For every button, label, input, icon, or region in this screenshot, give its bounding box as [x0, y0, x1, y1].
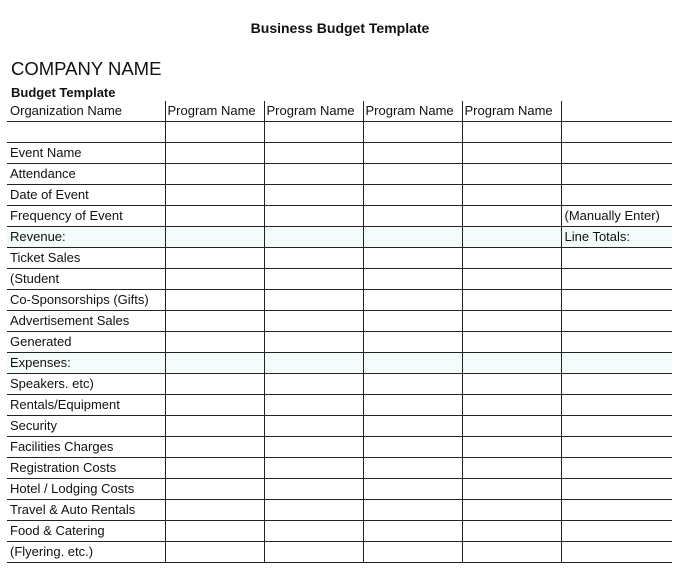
budget-cell[interactable] — [165, 248, 264, 269]
budget-cell[interactable] — [462, 353, 561, 374]
row-label: Generated — [7, 332, 165, 353]
budget-cell[interactable] — [264, 374, 363, 395]
budget-cell[interactable] — [363, 521, 462, 542]
budget-cell[interactable] — [462, 248, 561, 269]
header-program-name: Program Name — [363, 101, 462, 122]
budget-cell[interactable] — [264, 521, 363, 542]
row-label: Advertisement Sales — [7, 311, 165, 332]
budget-cell[interactable] — [264, 206, 363, 227]
budget-cell[interactable] — [165, 206, 264, 227]
budget-cell[interactable] — [264, 332, 363, 353]
table-row — [7, 521, 672, 542]
budget-cell[interactable] — [165, 374, 264, 395]
budget-cell[interactable] — [165, 542, 264, 563]
budget-cell[interactable]: Line Totals: — [561, 227, 672, 248]
budget-cell[interactable] — [561, 500, 672, 521]
budget-cell[interactable] — [462, 164, 561, 185]
budget-cell[interactable] — [462, 416, 561, 437]
company-name: COMPANY NAME — [11, 58, 162, 79]
budget-cell[interactable] — [561, 353, 672, 374]
table-row — [7, 332, 672, 353]
budget-cell[interactable] — [363, 374, 462, 395]
budget-cell[interactable] — [462, 185, 561, 206]
budget-cell[interactable] — [363, 248, 462, 269]
budget-cell[interactable] — [363, 185, 462, 206]
table-row — [7, 164, 672, 185]
budget-cell[interactable] — [165, 437, 264, 458]
budget-cell[interactable] — [561, 122, 672, 143]
row-label: Speakers. etc) — [7, 374, 165, 395]
budget-cell[interactable] — [363, 143, 462, 164]
budget-cell[interactable] — [264, 458, 363, 479]
table-row — [7, 269, 672, 290]
budget-cell[interactable] — [462, 500, 561, 521]
budget-cell[interactable] — [462, 227, 561, 248]
budget-cell[interactable] — [363, 395, 462, 416]
budget-cell[interactable] — [165, 143, 264, 164]
budget-cell[interactable] — [462, 332, 561, 353]
row-label: Travel & Auto Rentals — [7, 500, 165, 521]
budget-cell[interactable] — [363, 164, 462, 185]
budget-cell[interactable] — [561, 164, 672, 185]
budget-cell[interactable] — [462, 122, 561, 143]
budget-cell[interactable] — [264, 311, 363, 332]
budget-cell[interactable] — [264, 269, 363, 290]
budget-cell[interactable] — [165, 521, 264, 542]
budget-cell[interactable] — [363, 206, 462, 227]
budget-cell[interactable] — [165, 290, 264, 311]
budget-cell[interactable] — [264, 500, 363, 521]
budget-cell[interactable] — [462, 437, 561, 458]
budget-cell[interactable] — [561, 458, 672, 479]
row-label: Food & Catering — [7, 521, 165, 542]
budget-subtitle: Budget Template — [11, 85, 116, 100]
budget-cell[interactable] — [561, 269, 672, 290]
table-row — [7, 122, 672, 143]
budget-cell[interactable] — [561, 185, 672, 206]
budget-cell[interactable] — [363, 332, 462, 353]
table-row — [7, 479, 672, 500]
budget-cell[interactable] — [363, 269, 462, 290]
budget-cell[interactable] — [462, 311, 561, 332]
table-row — [7, 143, 672, 164]
budget-cell[interactable] — [561, 416, 672, 437]
budget-cell[interactable] — [264, 290, 363, 311]
budget-cell[interactable] — [165, 416, 264, 437]
budget-cell[interactable] — [561, 479, 672, 500]
budget-cell[interactable] — [462, 479, 561, 500]
budget-cell[interactable] — [561, 542, 672, 563]
row-label: Co-Sponsorships (Gifts) — [7, 290, 165, 311]
table-row — [7, 290, 672, 311]
table-row — [7, 458, 672, 479]
header-organization-name: Organization Name — [7, 101, 165, 122]
budget-cell[interactable] — [165, 500, 264, 521]
row-label: Ticket Sales — [7, 248, 165, 269]
budget-cell[interactable] — [462, 269, 561, 290]
budget-cell[interactable] — [363, 311, 462, 332]
budget-cell[interactable] — [264, 416, 363, 437]
table-row — [7, 248, 672, 269]
row-label: Expenses: — [7, 353, 165, 374]
budget-cell[interactable] — [363, 122, 462, 143]
row-label: Registration Costs — [7, 458, 165, 479]
table-row — [7, 206, 672, 227]
budget-cell[interactable] — [165, 395, 264, 416]
table-row — [7, 227, 672, 248]
table-row — [7, 500, 672, 521]
budget-table — [7, 101, 672, 563]
budget-cell[interactable] — [363, 353, 462, 374]
table-row — [7, 395, 672, 416]
budget-cell[interactable] — [561, 248, 672, 269]
header-program-name: Program Name — [264, 101, 363, 122]
header-program-name: Program Name — [462, 101, 561, 122]
budget-cell[interactable] — [165, 479, 264, 500]
budget-cell[interactable] — [165, 122, 264, 143]
row-label — [7, 122, 165, 143]
budget-cell[interactable] — [165, 332, 264, 353]
table-row — [7, 374, 672, 395]
table-row — [7, 416, 672, 437]
budget-cell[interactable] — [165, 311, 264, 332]
row-label: Frequency of Event — [7, 206, 165, 227]
budget-cell[interactable] — [264, 248, 363, 269]
budget-cell[interactable] — [264, 122, 363, 143]
budget-cell[interactable]: (Manually Enter) — [561, 206, 672, 227]
row-label: Rentals/Equipment — [7, 395, 165, 416]
budget-cell[interactable] — [165, 458, 264, 479]
table-row — [7, 185, 672, 206]
table-row — [7, 311, 672, 332]
table-row — [7, 353, 672, 374]
table-row — [7, 437, 672, 458]
budget-cell[interactable] — [165, 269, 264, 290]
budget-cell[interactable] — [462, 395, 561, 416]
budget-cell[interactable] — [165, 185, 264, 206]
row-label: Date of Event — [7, 185, 165, 206]
budget-cell[interactable] — [363, 500, 462, 521]
document-title: Business Budget Template — [250, 20, 430, 36]
budget-cell[interactable] — [264, 437, 363, 458]
budget-cell[interactable] — [561, 374, 672, 395]
budget-cell[interactable] — [363, 416, 462, 437]
budget-cell[interactable] — [264, 479, 363, 500]
header-totals — [561, 101, 672, 122]
row-label: Facilities Charges — [7, 437, 165, 458]
budget-cell[interactable] — [264, 185, 363, 206]
row-label: (Flyering. etc.) — [7, 542, 165, 563]
budget-cell[interactable] — [264, 353, 363, 374]
budget-cell[interactable] — [165, 164, 264, 185]
budget-cell[interactable] — [462, 458, 561, 479]
row-label: (Student — [7, 269, 165, 290]
table-header-row — [7, 101, 672, 122]
budget-cell[interactable] — [363, 479, 462, 500]
budget-cell[interactable] — [561, 395, 672, 416]
budget-cell[interactable] — [165, 353, 264, 374]
row-label: Hotel / Lodging Costs — [7, 479, 165, 500]
row-label: Attendance — [7, 164, 165, 185]
budget-cell[interactable] — [561, 143, 672, 164]
budget-cell[interactable] — [264, 542, 363, 563]
budget-cell[interactable] — [462, 143, 561, 164]
row-label: Revenue: — [7, 227, 165, 248]
budget-cell[interactable] — [462, 374, 561, 395]
budget-cell[interactable] — [561, 332, 672, 353]
budget-cell[interactable] — [561, 521, 672, 542]
budget-cell[interactable] — [561, 311, 672, 332]
budget-cell[interactable] — [264, 227, 363, 248]
budget-cell[interactable] — [363, 542, 462, 563]
table-row — [7, 542, 672, 563]
budget-cell[interactable] — [363, 290, 462, 311]
header-program-name: Program Name — [165, 101, 264, 122]
budget-cell[interactable] — [561, 290, 672, 311]
budget-cell[interactable] — [264, 164, 363, 185]
budget-cell[interactable] — [264, 395, 363, 416]
row-label: Event Name — [7, 143, 165, 164]
budget-cell[interactable] — [363, 227, 462, 248]
budget-cell[interactable] — [462, 521, 561, 542]
row-label: Security — [7, 416, 165, 437]
budget-cell[interactable] — [462, 290, 561, 311]
budget-cell[interactable] — [264, 143, 363, 164]
budget-cell[interactable] — [363, 458, 462, 479]
budget-cell[interactable] — [363, 437, 462, 458]
budget-cell[interactable] — [462, 542, 561, 563]
budget-cell[interactable] — [561, 437, 672, 458]
budget-cell[interactable] — [165, 227, 264, 248]
budget-cell[interactable] — [462, 206, 561, 227]
